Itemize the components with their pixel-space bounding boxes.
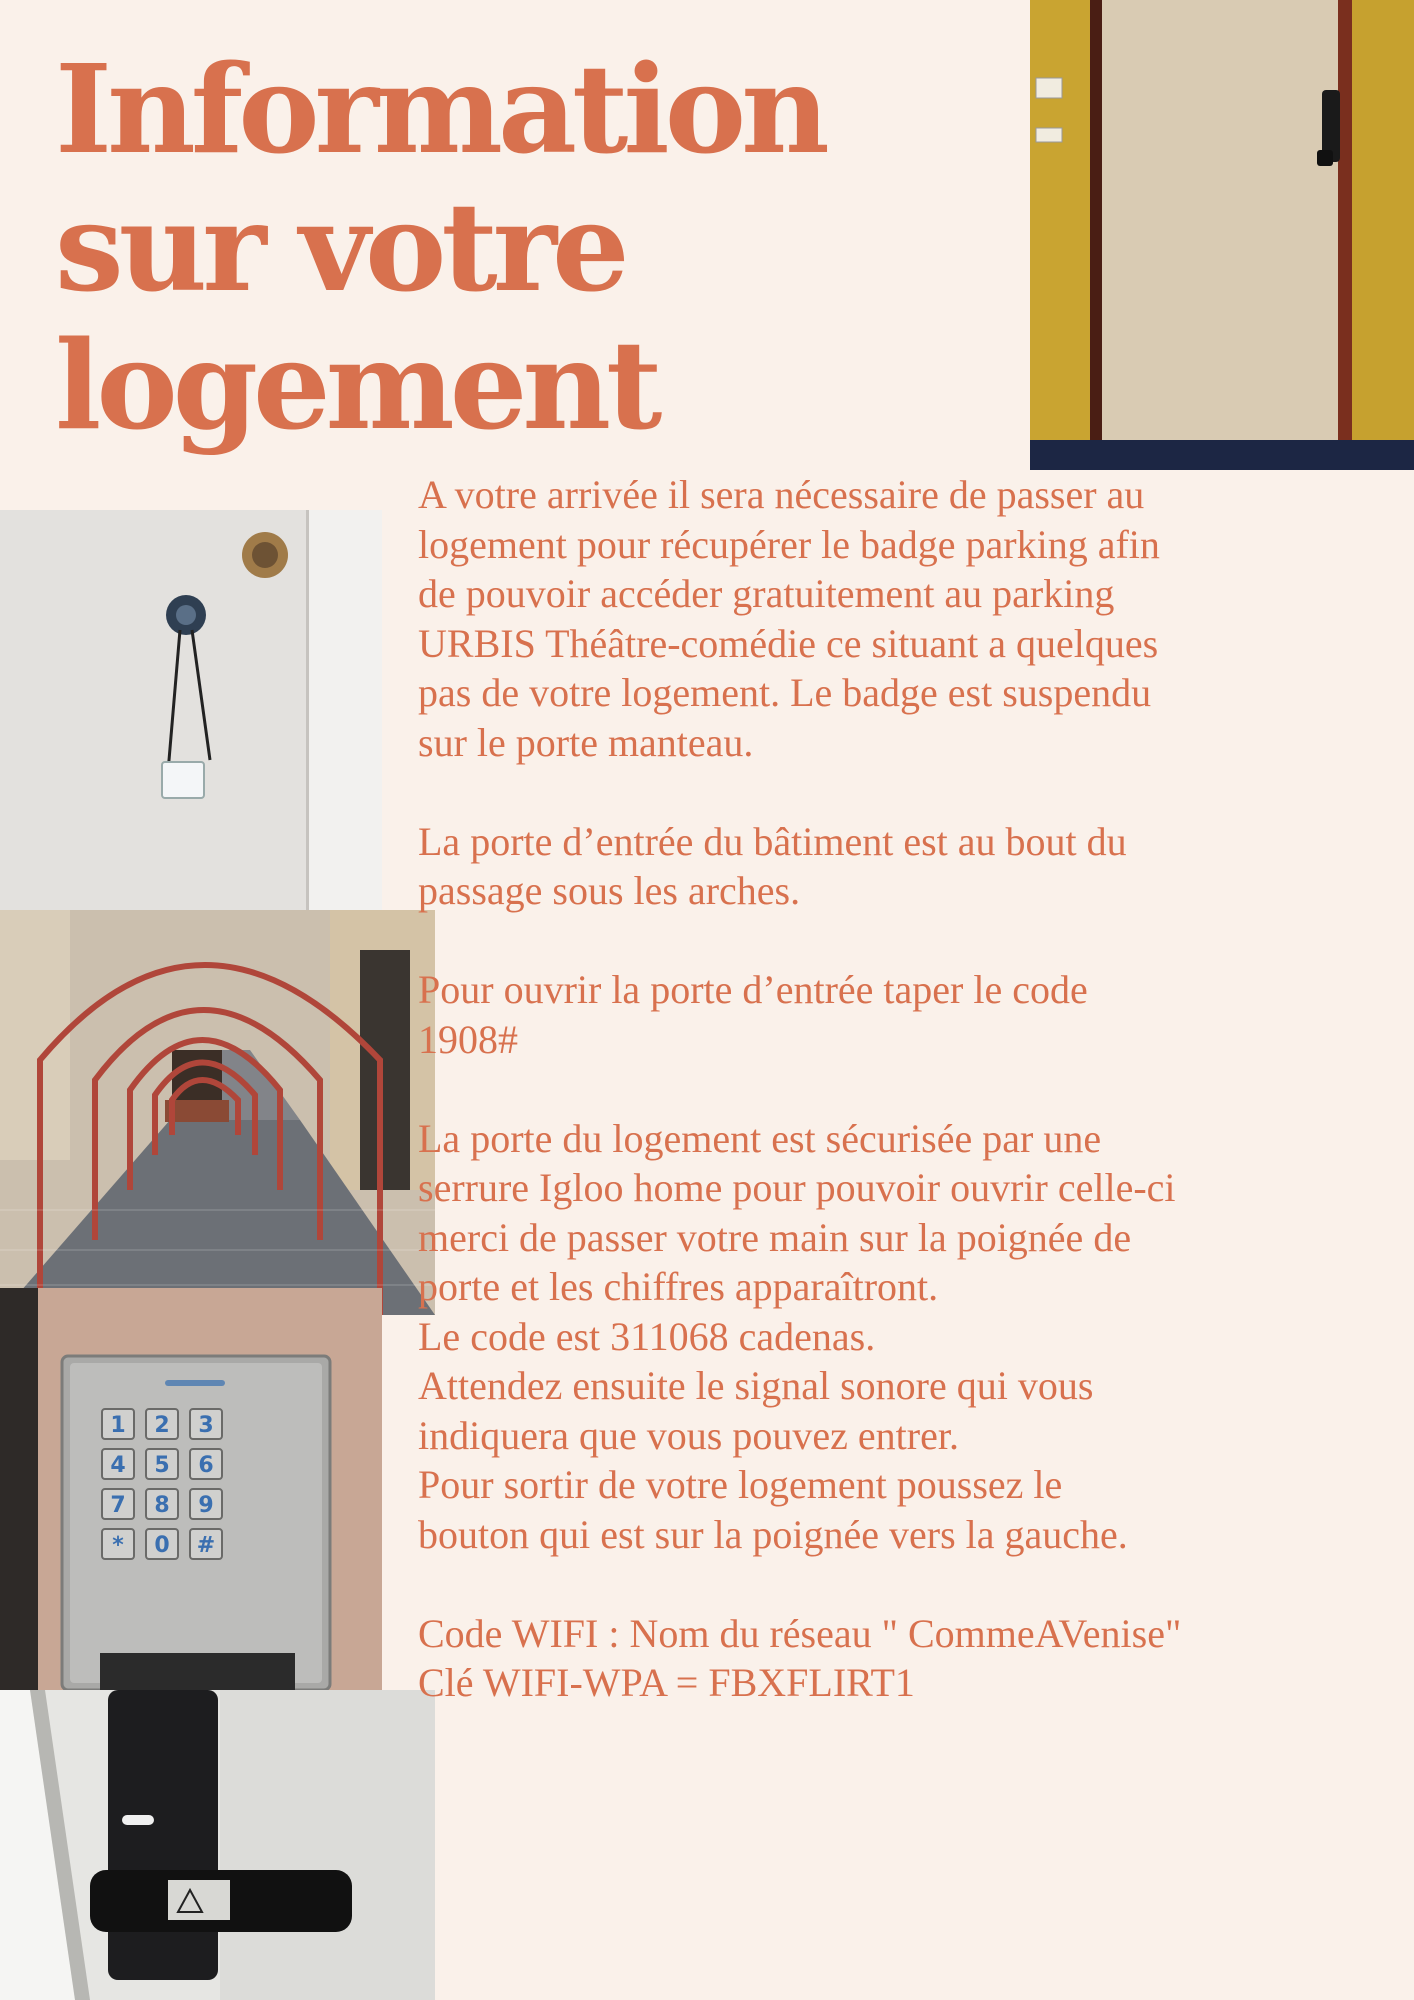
text-line: Pour sortir de votre logement poussez le [418,1462,1063,1507]
entry-code-paragraph [418,965,1348,1064]
text-line: La porte d’entrée du bâtiment est au bout du [418,818,1127,864]
page-title [55,37,1015,457]
keypad-key-label: 8 [154,1493,170,1518]
text-line: Le code est 311068 cadenas. [418,1313,876,1359]
text-line: bouton qui est sur la poignée vers la gauche. [418,1511,1128,1557]
text-line: de pouvoir accéder gratuitement au parking [418,571,1115,616]
apartment-door-photo [1030,0,1414,470]
arches-passage-photo [0,910,435,1315]
text-line: La porte du logement est sécurisée par une [418,1115,1102,1161]
smart-lock-paragraph [418,1114,1348,1560]
keypad-key-label: 3 [198,1413,214,1438]
title-line: sur votre [55,175,625,319]
text-line: Pour ouvrir la porte d’entrée taper le code [418,967,1088,1012]
door-keypad-photo [0,1288,382,1690]
text-line: pas de votre logement. Le badge est suspendu [418,670,1152,715]
smart-lock-photo [0,1690,435,2000]
title-line: logement [55,313,658,457]
text-line: sur le porte manteau. [418,719,754,765]
text-line: porte et les chiffres apparaîtront. [418,1264,939,1309]
keypad-key-label: 9 [198,1493,214,1518]
text-line: URBIS Théâtre-comédie ce situant a quelques [418,620,1159,666]
keypad-key-label: 7 [110,1493,126,1518]
text-line: Attendez ensuite le signal sonore qui vous [418,1363,1094,1408]
building-entrance-paragraph [418,817,1348,916]
text-line: passage sous les arches. [418,868,801,913]
text-line: merci de passer votre main sur la poignée de [418,1214,1132,1260]
text-line: Clé WIFI-WPA = FBXFLIRT1 [418,1660,915,1705]
keypad-key-label: # [196,1533,216,1558]
keypad-key-label: 0 [154,1533,170,1558]
text-line: logement pour récupérer le badge parking afin [418,521,1160,567]
keypad-key-label: 6 [198,1453,214,1478]
text-line: serrure Igloo home pour pouvoir ouvrir celle-ci [418,1165,1176,1210]
text-line: indiquera que vous pouvez entrer. [418,1412,959,1458]
keypad-key-label: 2 [154,1413,170,1438]
keypad-key-label: 1 [110,1413,126,1438]
arrival-paragraph [418,470,1348,767]
text-line: 1908# [418,1016,518,1062]
wifi-paragraph [418,1609,1348,1708]
keypad-key-label: 4 [110,1453,126,1478]
badge-coat-hook-photo [0,510,382,912]
keypad-key-label: * [112,1533,124,1558]
keypad-key-label: 5 [154,1453,170,1478]
text-line: A votre arrivée il sera nécessaire de passer au [418,472,1145,517]
text-line: Code WIFI : Nom du réseau " CommeAVenise" [418,1610,1182,1656]
instructions-text [418,470,1348,1708]
title-line: Information [55,37,825,181]
